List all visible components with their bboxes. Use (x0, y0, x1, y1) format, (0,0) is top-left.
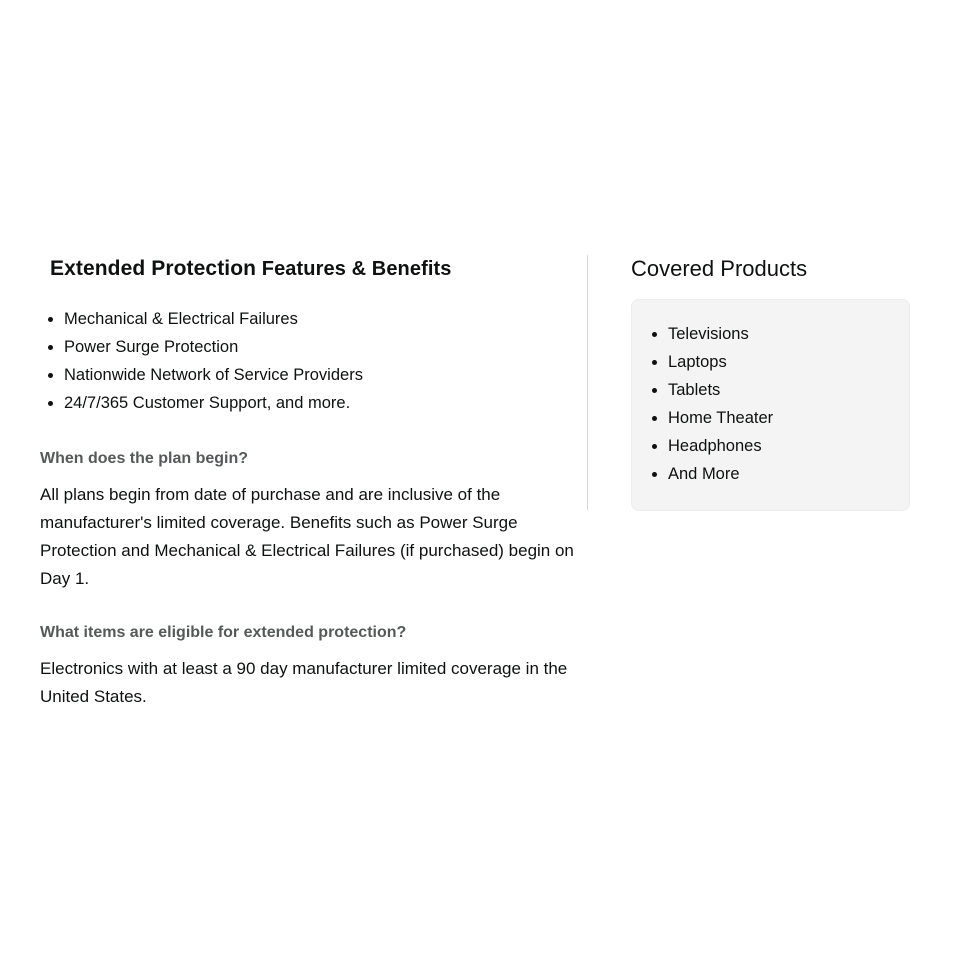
covered-products-list (648, 320, 893, 488)
benefit-item: • Power Surge Protection (64, 333, 587, 361)
qa-section-plan-begin (40, 447, 587, 593)
benefit-item: • Mechanical & Electrical Failures (64, 305, 587, 333)
benefit-item: • Nationwide Network of Service Providers (64, 361, 587, 389)
features-benefits-heading (50, 255, 587, 283)
heading-extended-protection: Extended Protection (50, 257, 257, 280)
covered-product-item: • Tablets (668, 376, 893, 404)
covered-product-item: • Laptops (668, 348, 893, 376)
question-plan-begin (40, 447, 587, 471)
question-text: When does the plan begin? (40, 450, 248, 467)
covered-product-item: • And More (668, 460, 893, 488)
question-suffix: extended protection? (239, 624, 407, 641)
benefit-item: • 24/7/365 Customer Support, and more. (64, 389, 587, 417)
covered-products-heading: Covered Products (631, 256, 808, 281)
question-eligible-items (40, 621, 587, 645)
qa-section-eligible-items (40, 621, 587, 711)
covered-products-box (631, 299, 910, 511)
benefits-list (40, 305, 587, 417)
heading-features-benefits: Features & Benefits (256, 258, 452, 280)
covered-product-item: • Televisions (668, 320, 893, 348)
answer-plan-begin: All plans begin from date of purchase and are inclusive of the manufacturer's limited coverage. Benefits such as Power Surge Protection and Mechanical & Electrical Failures (if purchased) begin on Day 1. (40, 485, 574, 588)
covered-product-item: • Home Theater (668, 404, 893, 432)
covered-products-column (588, 255, 921, 511)
covered-product-item: • Headphones (668, 432, 893, 460)
answer-eligible-items: Electronics with at least a 90 day manufacturer limited coverage in the United States. (40, 659, 568, 706)
features-benefits-column (0, 255, 587, 739)
question-text: What items are eligible for (40, 624, 240, 641)
